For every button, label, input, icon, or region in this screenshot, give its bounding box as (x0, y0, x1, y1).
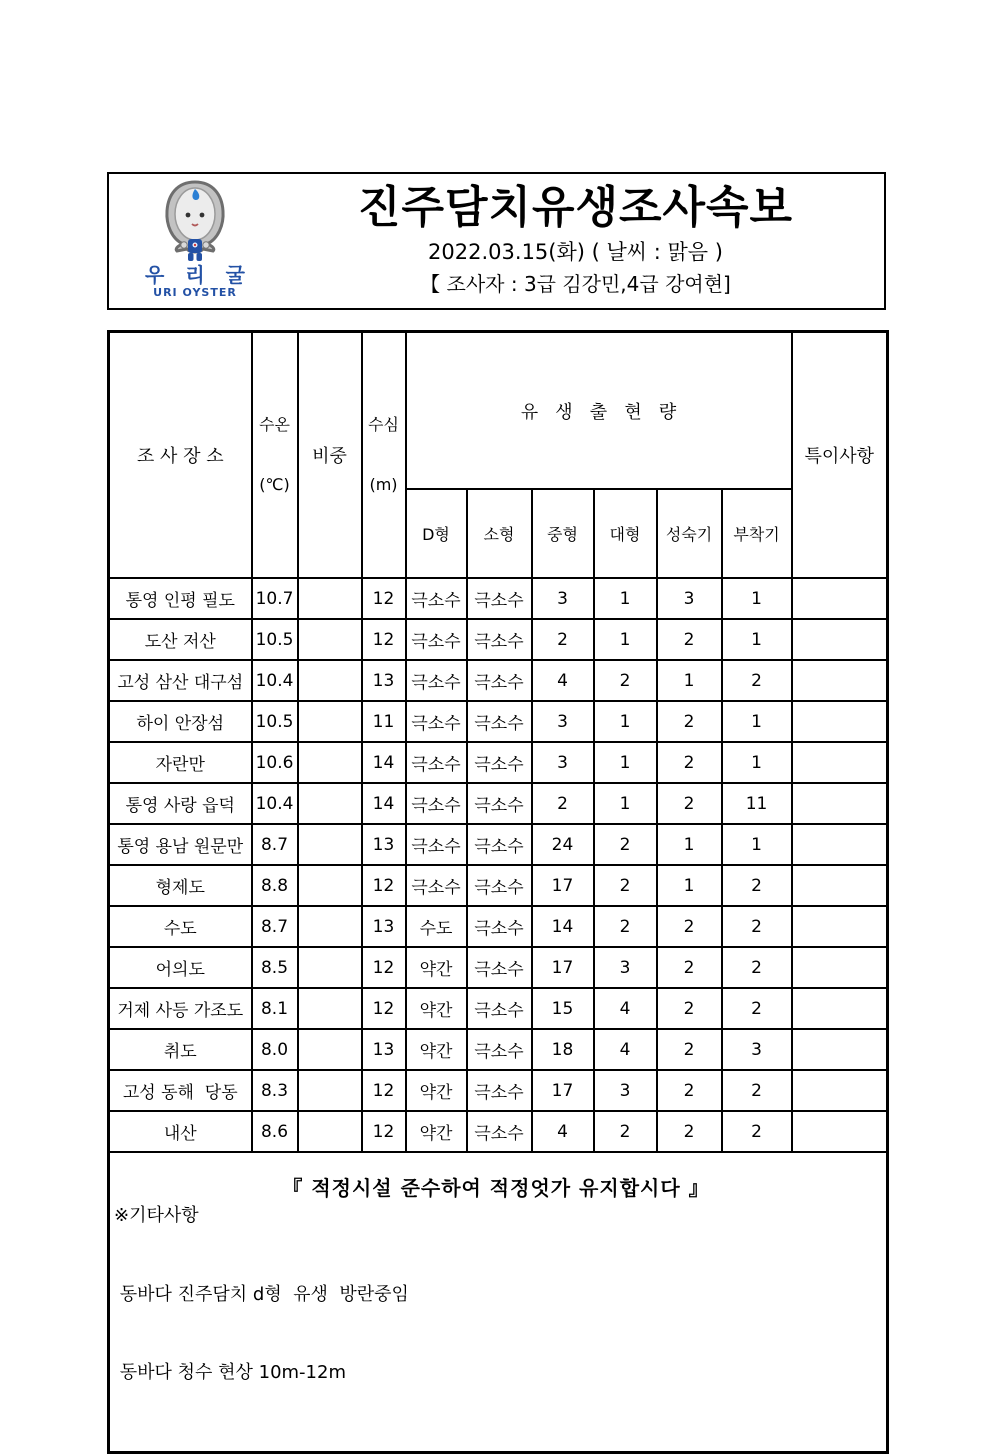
cell-small_type: 극소수 (467, 824, 532, 865)
col-header-temp (252, 332, 298, 579)
survey-table (107, 330, 889, 1454)
cell-attach: 1 (722, 619, 792, 660)
etc-note-1: 동바다 진주담치 d형 유생 방란중임 (119, 1283, 409, 1305)
page-title: 진주담치유생조사속보 (357, 181, 794, 233)
col-header-gravity: 비중 (298, 332, 362, 579)
cell-small_type: 극소수 (467, 947, 532, 988)
cell-depth: 13 (362, 1029, 406, 1070)
cell-gravity (298, 578, 362, 619)
cell-mature: 2 (657, 1111, 722, 1152)
cell-temp: 8.6 (252, 1111, 298, 1152)
cell-attach: 2 (722, 988, 792, 1029)
cell-attach: 1 (722, 578, 792, 619)
cell-location: 자란만 (109, 742, 252, 783)
cell-note (792, 906, 888, 947)
cell-small_type: 극소수 (467, 1070, 532, 1111)
table-row (109, 1029, 888, 1070)
cell-gravity (298, 619, 362, 660)
cell-temp: 10.6 (252, 742, 298, 783)
cell-temp: 8.8 (252, 865, 298, 906)
uri-oyster-logo (109, 174, 281, 308)
cell-depth: 13 (362, 824, 406, 865)
cell-d_type: 극소수 (406, 619, 467, 660)
cell-d_type: 수도 (406, 906, 467, 947)
col-header-depth-line2: (m) (369, 475, 398, 494)
cell-attach: 1 (722, 824, 792, 865)
cell-small_type: 극소수 (467, 578, 532, 619)
cell-note (792, 742, 888, 783)
cell-small_type: 극소수 (467, 1111, 532, 1152)
cell-gravity (298, 1070, 362, 1111)
cell-large: 1 (594, 701, 657, 742)
col-subheader-2: 중형 (532, 489, 594, 578)
cell-d_type: 약간 (406, 947, 467, 988)
cell-d_type: 극소수 (406, 865, 467, 906)
cell-medium: 4 (532, 1111, 594, 1152)
cell-location: 하이 안장섬 (109, 701, 252, 742)
cell-gravity (298, 824, 362, 865)
cell-note (792, 1070, 888, 1111)
cell-temp: 10.5 (252, 619, 298, 660)
table-row (109, 619, 888, 660)
cell-d_type: 극소수 (406, 783, 467, 824)
cell-attach: 2 (722, 1111, 792, 1152)
cell-medium: 3 (532, 578, 594, 619)
cell-large: 2 (594, 865, 657, 906)
cell-note (792, 1029, 888, 1070)
cell-d_type: 약간 (406, 1070, 467, 1111)
survey-table-body (109, 578, 888, 1152)
cell-location: 취도 (109, 1029, 252, 1070)
cell-gravity (298, 1111, 362, 1152)
cell-small_type: 극소수 (467, 619, 532, 660)
table-row (109, 824, 888, 865)
cell-medium: 3 (532, 701, 594, 742)
oyster-mascot-icon (155, 179, 235, 265)
logo-english-name: URI OYSTER (153, 286, 237, 299)
col-header-temp-line1: 수온 (259, 415, 290, 434)
col-header-location: 조 사 장 소 (109, 332, 252, 579)
cell-note (792, 619, 888, 660)
report-header (107, 172, 886, 310)
cell-mature: 2 (657, 947, 722, 988)
cell-d_type: 약간 (406, 1111, 467, 1152)
cell-mature: 2 (657, 742, 722, 783)
cell-medium: 17 (532, 947, 594, 988)
cell-mature: 3 (657, 578, 722, 619)
cell-temp: 10.4 (252, 660, 298, 701)
cell-gravity (298, 988, 362, 1029)
cell-mature: 2 (657, 783, 722, 824)
cell-gravity (298, 660, 362, 701)
cell-medium: 18 (532, 1029, 594, 1070)
col-header-temp-line2: (℃) (259, 475, 290, 494)
etc-title: ※기타사항 (114, 1205, 199, 1226)
cell-d_type: 극소수 (406, 660, 467, 701)
cell-medium: 14 (532, 906, 594, 947)
cell-note (792, 947, 888, 988)
cell-medium: 3 (532, 742, 594, 783)
cell-depth: 13 (362, 660, 406, 701)
cell-mature: 2 (657, 906, 722, 947)
etc-note-2: 동바다 청수 현상 10m-12m (119, 1362, 346, 1384)
cell-depth: 12 (362, 1070, 406, 1111)
cell-depth: 12 (362, 947, 406, 988)
cell-location: 도산 저산 (109, 619, 252, 660)
cell-attach: 2 (722, 1070, 792, 1111)
col-subheader-1: 소형 (467, 489, 532, 578)
table-row (109, 660, 888, 701)
cell-depth: 12 (362, 1111, 406, 1152)
table-row (109, 906, 888, 947)
cell-note (792, 701, 888, 742)
cell-medium: 4 (532, 660, 594, 701)
cell-depth: 12 (362, 865, 406, 906)
cell-location: 통영 용남 원문만 (109, 824, 252, 865)
cell-mature: 1 (657, 824, 722, 865)
cell-gravity (298, 906, 362, 947)
col-header-larvae-group: 유 생 출 현 량 (406, 332, 792, 490)
cell-mature: 2 (657, 988, 722, 1029)
cell-attach: 11 (722, 783, 792, 824)
cell-temp: 10.7 (252, 578, 298, 619)
cell-medium: 24 (532, 824, 594, 865)
cell-d_type: 극소수 (406, 578, 467, 619)
cell-temp: 8.3 (252, 1070, 298, 1111)
cell-d_type: 극소수 (406, 701, 467, 742)
cell-gravity (298, 701, 362, 742)
cell-d_type: 약간 (406, 1029, 467, 1070)
cell-large: 4 (594, 1029, 657, 1070)
cell-small_type: 극소수 (467, 742, 532, 783)
cell-large: 1 (594, 742, 657, 783)
cell-mature: 2 (657, 619, 722, 660)
cell-note (792, 783, 888, 824)
cell-temp: 10.5 (252, 701, 298, 742)
cell-small_type: 극소수 (467, 660, 532, 701)
table-row (109, 1111, 888, 1152)
cell-location: 통영 사랑 읍덕 (109, 783, 252, 824)
col-header-depth (362, 332, 406, 579)
cell-medium: 2 (532, 783, 594, 824)
cell-large: 2 (594, 906, 657, 947)
cell-temp: 8.1 (252, 988, 298, 1029)
cell-mature: 2 (657, 1029, 722, 1070)
cell-attach: 2 (722, 906, 792, 947)
cell-attach: 3 (722, 1029, 792, 1070)
cell-gravity (298, 783, 362, 824)
cell-medium: 17 (532, 865, 594, 906)
report-date: 2022.03.15(화) ( 날씨 : 맑음 ) (428, 240, 723, 265)
cell-note (792, 988, 888, 1029)
cell-large: 4 (594, 988, 657, 1029)
cell-small_type: 극소수 (467, 701, 532, 742)
cell-large: 1 (594, 619, 657, 660)
cell-small_type: 극소수 (467, 988, 532, 1029)
cell-temp: 8.0 (252, 1029, 298, 1070)
cell-large: 1 (594, 578, 657, 619)
cell-gravity (298, 947, 362, 988)
cell-medium: 2 (532, 619, 594, 660)
cell-small_type: 극소수 (467, 906, 532, 947)
cell-note (792, 865, 888, 906)
cell-mature: 2 (657, 1070, 722, 1111)
col-subheader-5: 부착기 (722, 489, 792, 578)
col-subheader-4: 성숙기 (657, 489, 722, 578)
cell-depth: 12 (362, 578, 406, 619)
table-row (109, 988, 888, 1029)
cell-attach: 1 (722, 701, 792, 742)
cell-large: 2 (594, 660, 657, 701)
cell-small_type: 극소수 (467, 783, 532, 824)
surveyor-line: 【 조사자 : 3급 김강민,4급 강여현] (420, 272, 731, 297)
cell-large: 2 (594, 1111, 657, 1152)
table-row (109, 783, 888, 824)
cell-small_type: 극소수 (467, 865, 532, 906)
col-subheader-3: 대형 (594, 489, 657, 578)
cell-attach: 2 (722, 660, 792, 701)
cell-location: 수도 (109, 906, 252, 947)
col-subheader-0: D형 (406, 489, 467, 578)
cell-mature: 2 (657, 701, 722, 742)
cell-d_type: 약간 (406, 988, 467, 1029)
cell-mature: 1 (657, 865, 722, 906)
cell-small_type: 극소수 (467, 1029, 532, 1070)
cell-medium: 17 (532, 1070, 594, 1111)
cell-note (792, 660, 888, 701)
cell-location: 고성 동해 당동 (109, 1070, 252, 1111)
cell-location: 어의도 (109, 947, 252, 988)
cell-depth: 14 (362, 742, 406, 783)
cell-depth: 12 (362, 619, 406, 660)
cell-attach: 2 (722, 947, 792, 988)
bottom-slogan: 『 적정시설 준수하여 적정엇가 유지합시다 』 (282, 1176, 710, 1200)
cell-depth: 13 (362, 906, 406, 947)
cell-note (792, 578, 888, 619)
cell-attach: 2 (722, 865, 792, 906)
header-text-block (281, 174, 884, 308)
table-row (109, 701, 888, 742)
cell-temp: 10.4 (252, 783, 298, 824)
cell-gravity (298, 865, 362, 906)
cell-large: 1 (594, 783, 657, 824)
cell-mature: 1 (657, 660, 722, 701)
cell-location: 거제 사등 가조도 (109, 988, 252, 1029)
col-header-depth-line1: 수심 (368, 415, 399, 434)
cell-location: 통영 인평 필도 (109, 578, 252, 619)
table-row (109, 1070, 888, 1111)
col-header-notes: 특이사항 (792, 332, 888, 579)
cell-large: 3 (594, 947, 657, 988)
cell-depth: 11 (362, 701, 406, 742)
cell-location: 고성 삼산 대구섬 (109, 660, 252, 701)
table-row (109, 865, 888, 906)
table-row (109, 947, 888, 988)
cell-note (792, 1111, 888, 1152)
cell-temp: 8.7 (252, 824, 298, 865)
cell-gravity (298, 742, 362, 783)
cell-location: 내산 (109, 1111, 252, 1152)
cell-d_type: 극소수 (406, 742, 467, 783)
logo-korean-name: 우 리 굴 (145, 263, 252, 287)
cell-depth: 12 (362, 988, 406, 1029)
cell-large: 3 (594, 1070, 657, 1111)
cell-location: 형제도 (109, 865, 252, 906)
cell-d_type: 극소수 (406, 824, 467, 865)
table-row (109, 742, 888, 783)
cell-gravity (298, 1029, 362, 1070)
cell-medium: 15 (532, 988, 594, 1029)
table-row (109, 578, 888, 619)
cell-large: 2 (594, 824, 657, 865)
cell-attach: 1 (722, 742, 792, 783)
cell-depth: 14 (362, 783, 406, 824)
cell-temp: 8.5 (252, 947, 298, 988)
cell-note (792, 824, 888, 865)
cell-temp: 8.7 (252, 906, 298, 947)
